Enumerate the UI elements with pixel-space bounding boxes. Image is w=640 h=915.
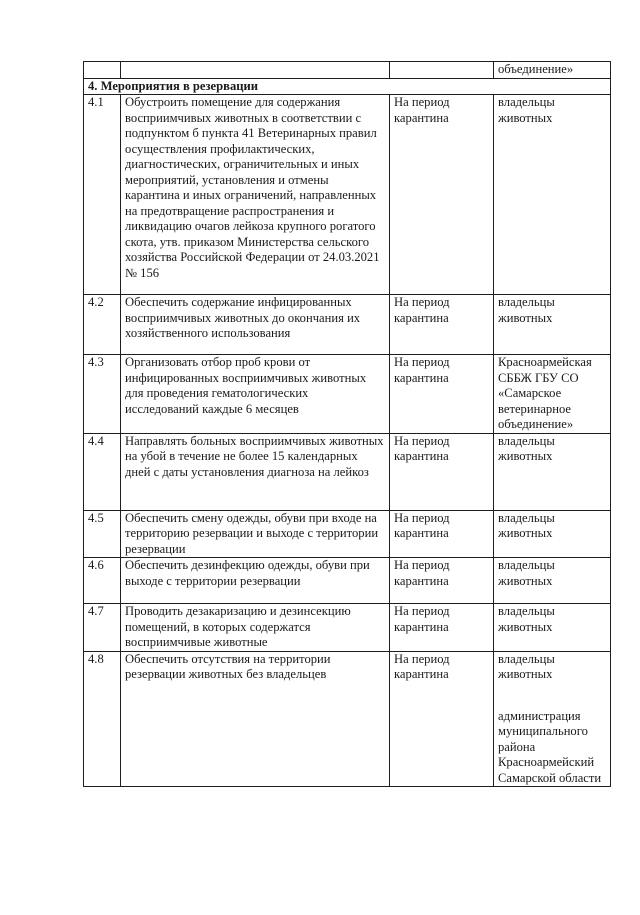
row-number: 4.3 (84, 355, 121, 434)
row-period: На период карантина (390, 604, 494, 652)
row-responsible: владельцы животных (494, 510, 611, 558)
row-period: На период карантина (390, 433, 494, 510)
row-action: Обеспечить смену одежды, обуви при входе на территорию резервации и выходе с территории резервации (121, 510, 390, 558)
row-action: Организовать отбор проб крови от инфицированных восприимчивых животных для проведения гематологических исследований каждые 6 месяцев (121, 355, 390, 434)
continuation-responsible-cell: объединение» (494, 62, 611, 79)
row-responsible-cell (494, 651, 611, 787)
row-responsible: владельцы животных (494, 295, 611, 355)
row-action: Обеспечить дезинфекцию одежды, обуви при выходе с территории резервации (121, 558, 390, 604)
row-responsible-extra: администрация муниципального района Красноармейский Самарской области (498, 708, 602, 785)
row-number: 4.5 (84, 510, 121, 558)
row-period: На период карантина (390, 651, 494, 787)
row-responsible: владельцы животных (498, 651, 555, 681)
row-period: На период карантина (390, 95, 494, 295)
row-period: На период карантина (390, 295, 494, 355)
table-row (84, 295, 611, 355)
row-action: Направлять больных восприимчивых животных на убой в течение не более 15 календарных дней с даты установления диагноза на лейкоз (121, 433, 390, 510)
row-responsible: Красноармейская СББЖ ГБУ СО «Самарское ветеринарное объединение» (494, 355, 611, 434)
row-number: 4.1 (84, 95, 121, 295)
continuation-action-cell (121, 62, 390, 79)
row-responsible: владельцы животных (494, 433, 611, 510)
measures-table (83, 61, 611, 787)
table-row (84, 604, 611, 652)
section-header-row (84, 78, 611, 95)
row-number: 4.7 (84, 604, 121, 652)
row-period: На период карантина (390, 355, 494, 434)
continuation-row (84, 62, 611, 79)
table-row (84, 433, 611, 510)
table-row (84, 651, 611, 787)
continuation-num-cell (84, 62, 121, 79)
row-number: 4.4 (84, 433, 121, 510)
table-row (84, 510, 611, 558)
row-number: 4.2 (84, 295, 121, 355)
row-responsible: владельцы животных (494, 95, 611, 295)
row-responsible: владельцы животных (494, 558, 611, 604)
table-row (84, 95, 611, 295)
row-action: Обеспечить содержание инфицированных восприимчивых животных до окончания их хозяйственного использования (121, 295, 390, 355)
section-title: 4. Мероприятия в резервации (84, 78, 611, 95)
table-row (84, 355, 611, 434)
row-period: На период карантина (390, 558, 494, 604)
row-action: Проводить дезакаризацию и дезинсекцию помещений, в которых содержатся восприимчивые животные (121, 604, 390, 652)
row-number: 4.6 (84, 558, 121, 604)
table-row (84, 558, 611, 604)
continuation-period-cell (390, 62, 494, 79)
responsible-gap (498, 683, 606, 709)
row-period: На период карантина (390, 510, 494, 558)
row-action: Обеспечить отсутствия на территории резервации животных без владельцев (121, 651, 390, 787)
row-action: Обустроить помещение для содержания восприимчивых животных в соответствии с подпунктом б пункта 41 Ветеринарных правил осуществления профилактических, диагностических, ограничительных и иных мероприятий, установления и отмены карантина и иных ограничений, направленных на предотвращение распространения и ликвидацию очагов лейкоза крупного рогатого скота, утв. приказом Министерства сельского хозяйства Российской Федерации от 24.03.2021 № 156 (121, 95, 390, 295)
row-responsible: владельцы животных (494, 604, 611, 652)
row-number: 4.8 (84, 651, 121, 787)
